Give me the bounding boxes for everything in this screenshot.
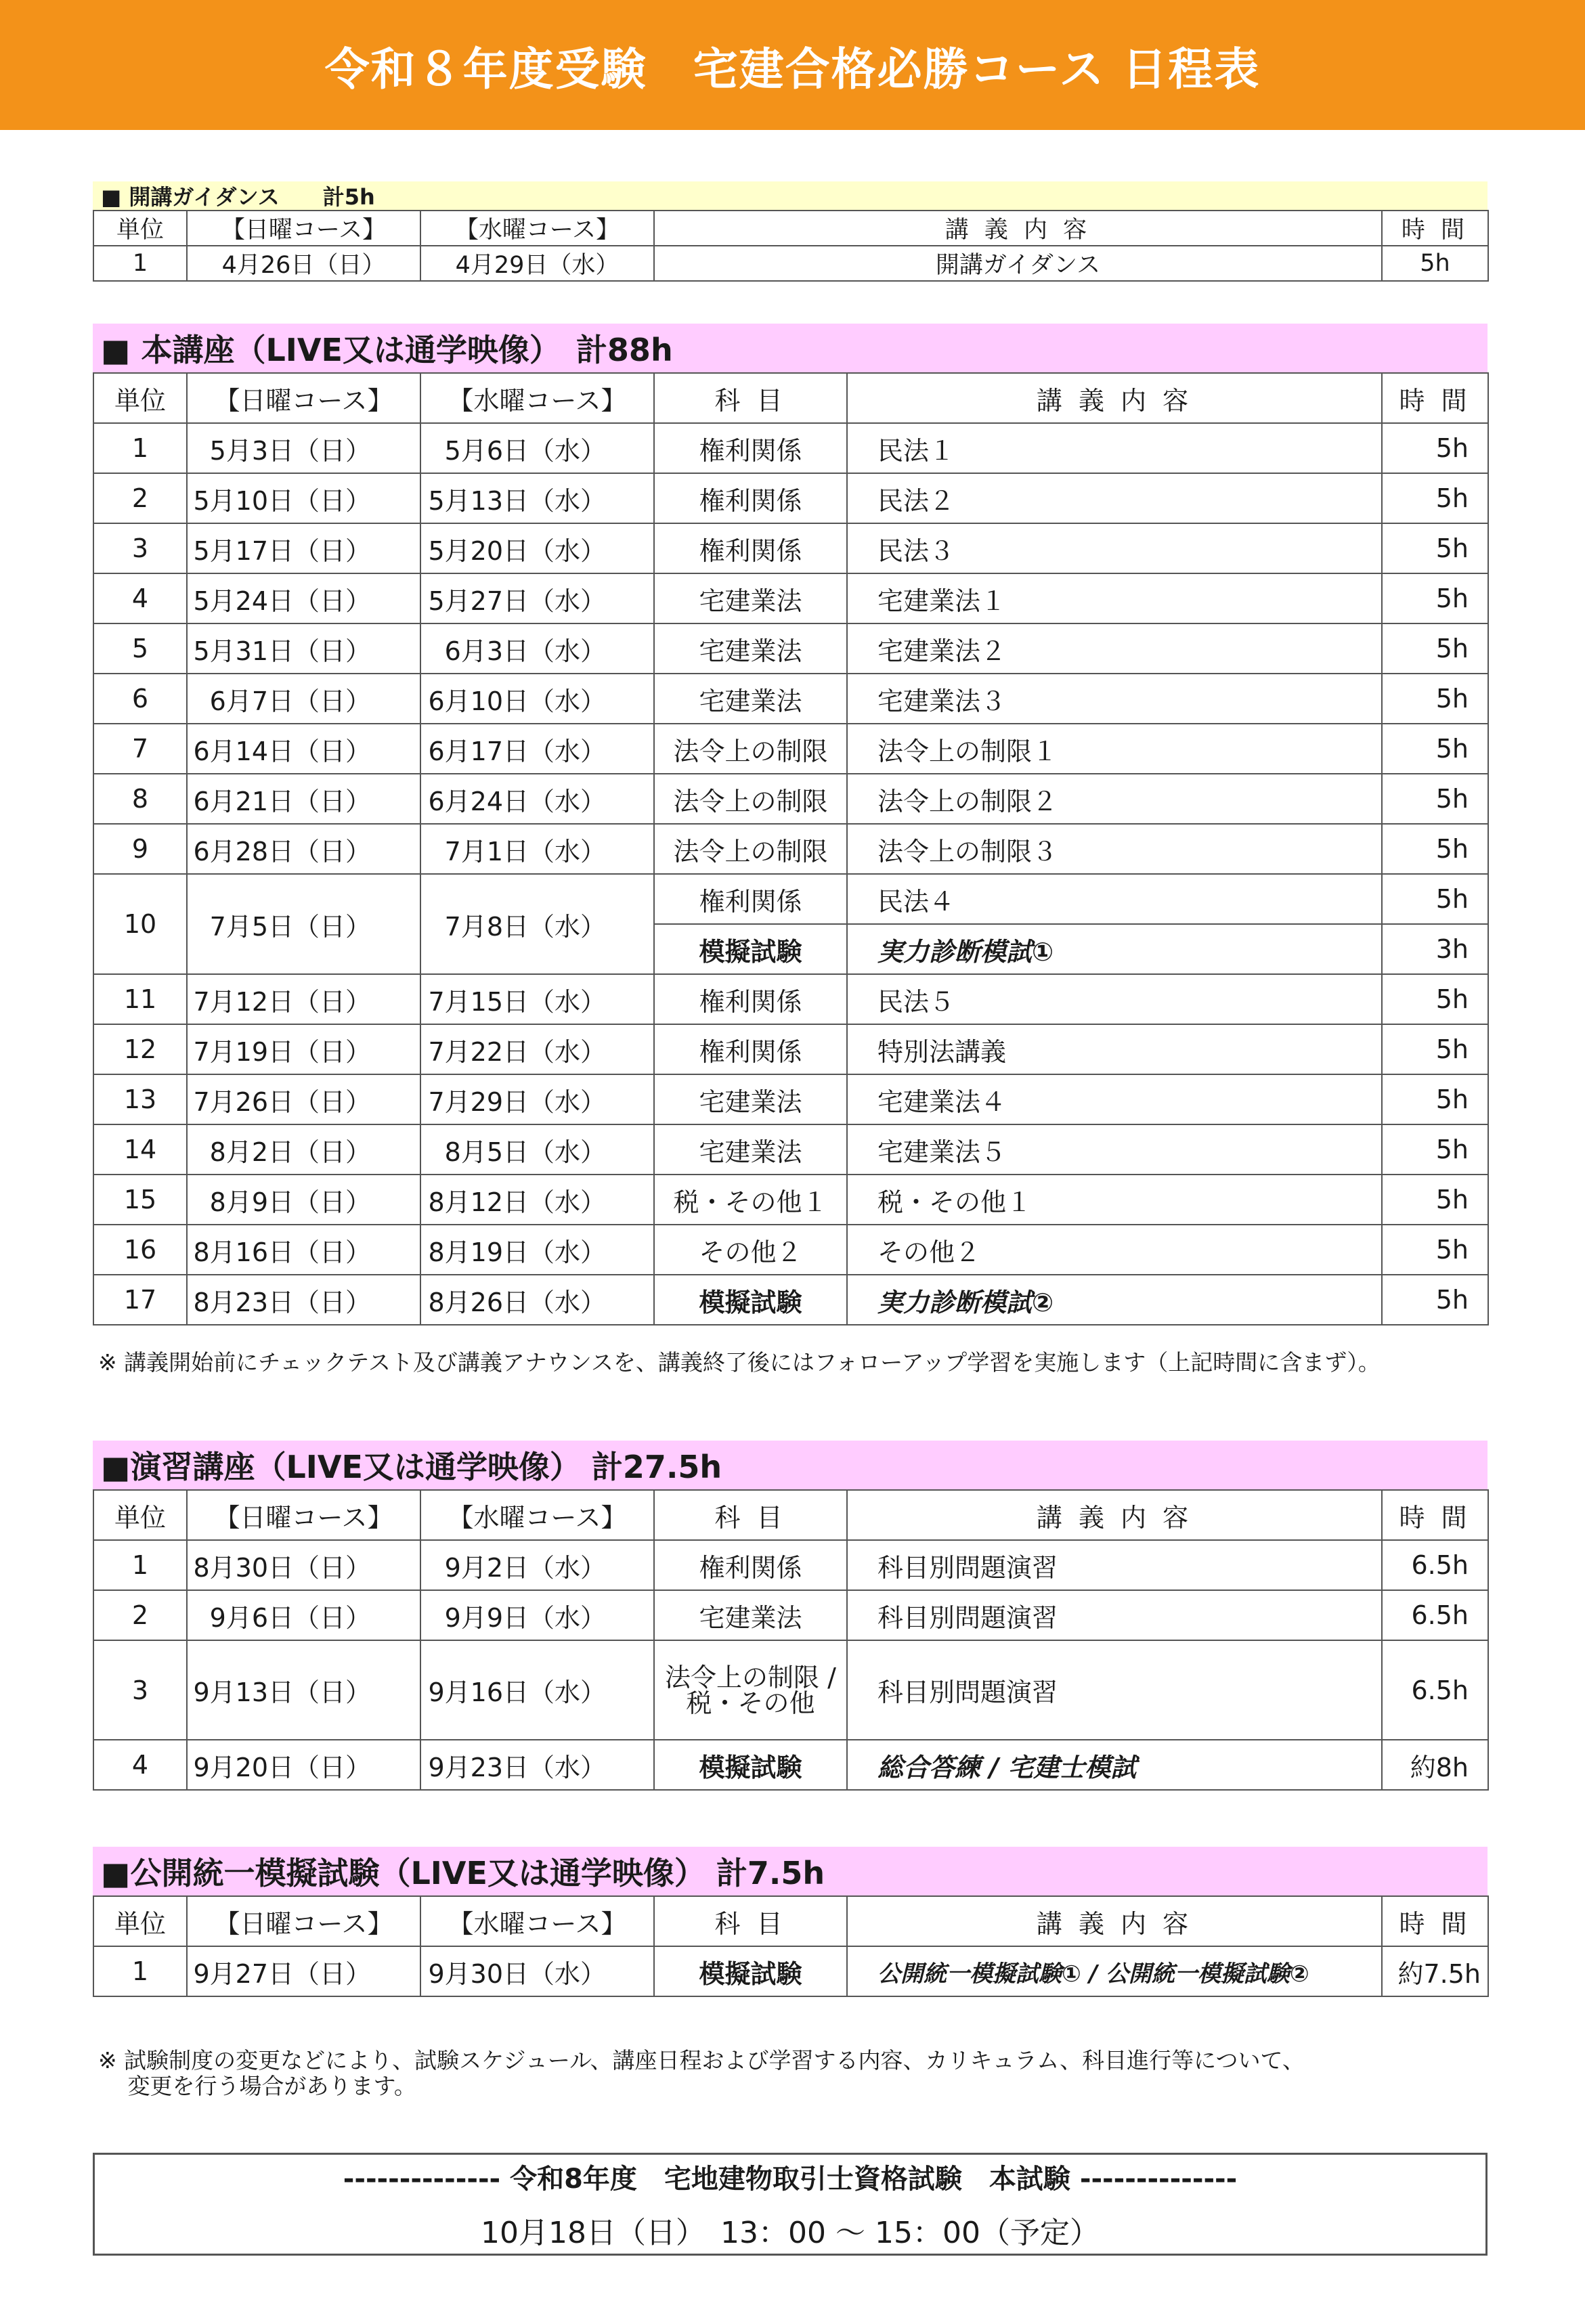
exam-box xyxy=(93,2153,1488,2256)
subject-cell: 権利関係 xyxy=(654,1540,847,1590)
content-cell: 科目別問題演習 xyxy=(847,1640,1382,1740)
sunday-date: 7月12日（日） xyxy=(187,974,420,1024)
sunday-date: 9月13日（日） xyxy=(187,1640,420,1740)
unit-cell: 1 xyxy=(93,1946,187,1996)
unit-cell: 4 xyxy=(93,1740,187,1790)
subject-cell: 権利関係 xyxy=(654,523,847,573)
sunday-date: 8月2日（日） xyxy=(187,1124,420,1175)
unit-cell: 1 xyxy=(93,423,187,473)
table-row xyxy=(93,974,1488,1024)
table-row xyxy=(93,1275,1488,1325)
content-cell: 法令上の制限１ xyxy=(847,724,1382,774)
guidance-section xyxy=(93,181,1488,282)
content-cell: 開講ガイダンス xyxy=(654,246,1382,281)
hours-cell: 約7.5h xyxy=(1382,1946,1488,1996)
subject-cell: 宅建業法 xyxy=(654,623,847,674)
col-hours: 時 間 xyxy=(1382,1490,1488,1540)
hours-cell: 5h xyxy=(1382,473,1488,523)
unit-cell: 7 xyxy=(93,724,187,774)
wednesday-date: 9月2日（水） xyxy=(420,1540,654,1590)
unit-cell: 14 xyxy=(93,1124,187,1175)
sunday-date: 9月27日（日） xyxy=(187,1946,420,1996)
table-row xyxy=(93,724,1488,774)
col-content: 講 義 内 容 xyxy=(847,373,1382,423)
subject-cell: その他２ xyxy=(654,1225,847,1275)
hours-cell: 5h xyxy=(1382,1225,1488,1275)
table-row xyxy=(93,623,1488,674)
hours-cell: 5h xyxy=(1382,724,1488,774)
wednesday-date: 6月10日（水） xyxy=(420,674,654,724)
unit-cell: 6 xyxy=(93,674,187,724)
subject-cell: 法令上の制限 xyxy=(654,724,847,774)
unit-cell: 5 xyxy=(93,623,187,674)
unit-cell: 2 xyxy=(93,1590,187,1640)
wednesday-date: 5月6日（水） xyxy=(420,423,654,473)
col-subject: 科 目 xyxy=(654,373,847,423)
wednesday-date: 9月23日（水） xyxy=(420,1740,654,1790)
table-row xyxy=(93,423,1488,473)
table-row xyxy=(93,874,1488,924)
col-hours: 時 間 xyxy=(1382,211,1488,246)
subject-cell: 法令上の制限 xyxy=(654,824,847,874)
unit-cell: 13 xyxy=(93,1074,187,1124)
col-sunday: 【日曜コース】 xyxy=(187,1896,420,1946)
sunday-date: 6月7日（日） xyxy=(187,674,420,724)
sunday-date: 6月14日（日） xyxy=(187,724,420,774)
unit-cell: 8 xyxy=(93,774,187,824)
unit-cell: 12 xyxy=(93,1024,187,1074)
subject-cell: 宅建業法 xyxy=(654,674,847,724)
table-row xyxy=(93,774,1488,824)
content-cell: 宅建業法５ xyxy=(847,1124,1382,1175)
content-cell: その他２ xyxy=(847,1225,1382,1275)
hours-cell: 5h xyxy=(1382,774,1488,824)
hours-cell: 5h xyxy=(1382,623,1488,674)
wednesday-date: 7月1日（水） xyxy=(420,824,654,874)
sunday-date: 6月21日（日） xyxy=(187,774,420,824)
footer-note: ※ 試験制度の変更などにより、試験スケジュール、講座日程および学習する内容、カリキュラム、科目進行等について、 変更を行う場合があります。 xyxy=(98,2047,1305,2099)
table-row xyxy=(93,573,1488,623)
wednesday-date: 9月16日（水） xyxy=(420,1640,654,1740)
unit-cell: 9 xyxy=(93,824,187,874)
subject-cell: 権利関係 xyxy=(654,974,847,1024)
content-cell: 実力診断模試② xyxy=(847,1275,1382,1325)
hours-cell: 5h xyxy=(1382,974,1488,1024)
col-sunday: 【日曜コース】 xyxy=(187,211,420,246)
table-row xyxy=(93,674,1488,724)
content-cell: 科目別問題演習 xyxy=(847,1540,1382,1590)
content-cell: 宅建業法４ xyxy=(847,1074,1382,1124)
content-cell: 民法２ xyxy=(847,473,1382,523)
col-subject: 科 目 xyxy=(654,1490,847,1540)
hours-cell: 5h xyxy=(1382,1124,1488,1175)
subject-cell: 権利関係 xyxy=(654,423,847,473)
subject-cell: 権利関係 xyxy=(654,473,847,523)
hours-cell: 6.5h xyxy=(1382,1640,1488,1740)
col-unit: 単位 xyxy=(93,211,187,246)
wednesday-date: 6月24日（水） xyxy=(420,774,654,824)
col-wednesday: 【水曜コース】 xyxy=(420,211,654,246)
content-cell-mock: 実力診断模試① xyxy=(847,924,1382,974)
sunday-date: 9月20日（日） xyxy=(187,1740,420,1790)
sunday-date: 9月6日（日） xyxy=(187,1590,420,1640)
col-unit: 単位 xyxy=(93,1896,187,1946)
unit-cell: 3 xyxy=(93,523,187,573)
unit-cell: 1 xyxy=(93,246,187,281)
col-unit: 単位 xyxy=(93,1490,187,1540)
content-cell: 科目別問題演習 xyxy=(847,1590,1382,1640)
hours-cell: 5h xyxy=(1382,523,1488,573)
content-cell: 法令上の制限２ xyxy=(847,774,1382,824)
table-row xyxy=(93,473,1488,523)
subject-cell: 宅建業法 xyxy=(654,1124,847,1175)
wednesday-date: 8月19日（水） xyxy=(420,1225,654,1275)
table-row xyxy=(93,1074,1488,1124)
sunday-date: 8月30日（日） xyxy=(187,1540,420,1590)
table-header-row xyxy=(93,373,1488,423)
practice-heading: ■演習講座（LIVE又は通学映像） 計27.5h xyxy=(93,1441,1488,1489)
subject-cell: 模擬試験 xyxy=(654,1946,847,1996)
subject-cell-mock: 模擬試験 xyxy=(654,924,847,974)
table-row xyxy=(93,1124,1488,1175)
sunday-date: 5月31日（日） xyxy=(187,623,420,674)
content-cell: 民法１ xyxy=(847,423,1382,473)
hours-cell: 5h xyxy=(1382,246,1488,281)
col-wednesday: 【水曜コース】 xyxy=(420,1896,654,1946)
subject-cell: 宅建業法 xyxy=(654,1590,847,1640)
wednesday-date: 7月22日（水） xyxy=(420,1024,654,1074)
guidance-heading: ■ 開講ガイダンス 計5h xyxy=(93,181,1488,210)
col-unit: 単位 xyxy=(93,373,187,423)
unit-cell: 2 xyxy=(93,473,187,523)
content-cell: 公開統一模擬試験① / 公開統一模擬試験② xyxy=(847,1946,1382,1996)
sunday-date: 7月19日（日） xyxy=(187,1024,420,1074)
hours-cell: 5h xyxy=(1382,824,1488,874)
subject-cell: 権利関係 xyxy=(654,1024,847,1074)
sunday-date: 4月26日（日） xyxy=(187,246,420,281)
table-row xyxy=(93,1225,1488,1275)
table-row xyxy=(93,1024,1488,1074)
hours-cell: 5h xyxy=(1382,423,1488,473)
hours-cell-mock: 3h xyxy=(1382,924,1488,974)
title-banner xyxy=(0,0,1585,130)
wednesday-date: 7月8日（水） xyxy=(420,874,654,974)
subject-cell: 宅建業法 xyxy=(654,573,847,623)
unit-cell: 11 xyxy=(93,974,187,1024)
col-subject: 科 目 xyxy=(654,1896,847,1946)
table-header-row xyxy=(93,1490,1488,1540)
col-sunday: 【日曜コース】 xyxy=(187,1490,420,1540)
wednesday-date: 8月26日（水） xyxy=(420,1275,654,1325)
hours-cell: 5h xyxy=(1382,674,1488,724)
content-cell: 特別法講義 xyxy=(847,1024,1382,1074)
content-cell: 宅建業法１ xyxy=(847,573,1382,623)
sunday-date: 8月9日（日） xyxy=(187,1175,420,1225)
table-row xyxy=(93,523,1488,573)
table-row xyxy=(93,1590,1488,1640)
unit-cell: 16 xyxy=(93,1225,187,1275)
wednesday-date: 7月15日（水） xyxy=(420,974,654,1024)
sunday-date: 5月3日（日） xyxy=(187,423,420,473)
hours-cell: 5h xyxy=(1382,1175,1488,1225)
sunday-date: 7月5日（日） xyxy=(187,874,420,974)
wednesday-date: 5月27日（水） xyxy=(420,573,654,623)
col-hours: 時 間 xyxy=(1382,373,1488,423)
wednesday-date: 6月17日（水） xyxy=(420,724,654,774)
mock-table xyxy=(93,1895,1489,1997)
wednesday-date: 9月30日（水） xyxy=(420,1946,654,1996)
content-cell: 民法４ xyxy=(847,874,1382,924)
content-cell: 法令上の制限３ xyxy=(847,824,1382,874)
main-table xyxy=(93,372,1489,1325)
practice-table xyxy=(93,1489,1489,1791)
content-cell: 民法５ xyxy=(847,974,1382,1024)
main-section xyxy=(93,324,1488,1325)
subject-cell: 法令上の制限 /税・その他 xyxy=(654,1640,847,1740)
sunday-date: 8月23日（日） xyxy=(187,1275,420,1325)
content-cell: 民法３ xyxy=(847,523,1382,573)
page-title: 令和８年度受験 宅建合格必勝コース 日程表 xyxy=(324,43,1261,95)
lecture-note: ※ 講義開始前にチェックテスト及び講義アナウンスを、講義終了後にはフォローアップ学習を実施します（上記時間に含まず）。 xyxy=(98,1349,1381,1376)
mock-heading: ■公開統一模擬試験（LIVE又は通学映像） 計7.5h xyxy=(93,1847,1488,1895)
table-header-row xyxy=(93,1896,1488,1946)
wednesday-date: 6月3日（水） xyxy=(420,623,654,674)
subject-cell: 法令上の制限 xyxy=(654,774,847,824)
table-row xyxy=(93,246,1488,281)
content-cell: 税・その他１ xyxy=(847,1175,1382,1225)
hours-cell: 約8h xyxy=(1382,1740,1488,1790)
col-content: 講 義 内 容 xyxy=(847,1490,1382,1540)
content-cell: 宅建業法３ xyxy=(847,674,1382,724)
sunday-date: 5月17日（日） xyxy=(187,523,420,573)
exam-date: 10月18日（日） 13：00 ～ 15：00（予定） xyxy=(481,2215,1100,2250)
main-heading: ■ 本講座（LIVE又は通学映像） 計88h xyxy=(93,324,1488,372)
col-hours: 時 間 xyxy=(1382,1896,1488,1946)
hours-cell: 5h xyxy=(1382,1024,1488,1074)
col-content: 講 義 内 容 xyxy=(847,1896,1382,1946)
practice-section xyxy=(93,1441,1488,1791)
wednesday-date: 8月12日（水） xyxy=(420,1175,654,1225)
unit-cell: 15 xyxy=(93,1175,187,1225)
hours-cell: 5h xyxy=(1382,1074,1488,1124)
sunday-date: 8月16日（日） xyxy=(187,1225,420,1275)
sunday-date: 7月26日（日） xyxy=(187,1074,420,1124)
subject-cell: 模擬試験 xyxy=(654,1275,847,1325)
table-row xyxy=(93,1740,1488,1790)
unit-cell: 4 xyxy=(93,573,187,623)
table-row xyxy=(93,1946,1488,1996)
wednesday-date: 5月13日（水） xyxy=(420,473,654,523)
exam-title: -------------- 令和8年度 宅地建物取引士資格試験 本試験 -------------- xyxy=(343,2163,1238,2195)
table-row xyxy=(93,1540,1488,1590)
hours-cell: 5h xyxy=(1382,573,1488,623)
wednesday-date: 7月29日（水） xyxy=(420,1074,654,1124)
unit-cell: 1 xyxy=(93,1540,187,1590)
mock-section xyxy=(93,1847,1488,1997)
hours-cell: 6.5h xyxy=(1382,1540,1488,1590)
col-wednesday: 【水曜コース】 xyxy=(420,1490,654,1540)
wednesday-date: 5月20日（水） xyxy=(420,523,654,573)
hours-cell: 6.5h xyxy=(1382,1590,1488,1640)
col-wednesday: 【水曜コース】 xyxy=(420,373,654,423)
hours-cell: 5h xyxy=(1382,1275,1488,1325)
table-row xyxy=(93,824,1488,874)
hours-cell: 5h xyxy=(1382,874,1488,924)
sunday-date: 5月10日（日） xyxy=(187,473,420,523)
table-header-row xyxy=(93,211,1488,246)
content-cell: 総合答練 / 宅建士模試 xyxy=(847,1740,1382,1790)
content-cell: 宅建業法２ xyxy=(847,623,1382,674)
col-sunday: 【日曜コース】 xyxy=(187,373,420,423)
col-content: 講 義 内 容 xyxy=(654,211,1382,246)
guidance-table xyxy=(93,210,1489,282)
subject-cell: 宅建業法 xyxy=(654,1074,847,1124)
table-row xyxy=(93,1640,1488,1740)
subject-cell: 税・その他１ xyxy=(654,1175,847,1225)
unit-cell: 10 xyxy=(93,874,187,974)
sunday-date: 5月24日（日） xyxy=(187,573,420,623)
wednesday-date: 8月5日（水） xyxy=(420,1124,654,1175)
subject-cell: 模擬試験 xyxy=(654,1740,847,1790)
unit-cell: 17 xyxy=(93,1275,187,1325)
subject-cell: 権利関係 xyxy=(654,874,847,924)
table-row xyxy=(93,1175,1488,1225)
wednesday-date: 9月9日（水） xyxy=(420,1590,654,1640)
unit-cell: 3 xyxy=(93,1640,187,1740)
wednesday-date: 4月29日（水） xyxy=(420,246,654,281)
sunday-date: 6月28日（日） xyxy=(187,824,420,874)
